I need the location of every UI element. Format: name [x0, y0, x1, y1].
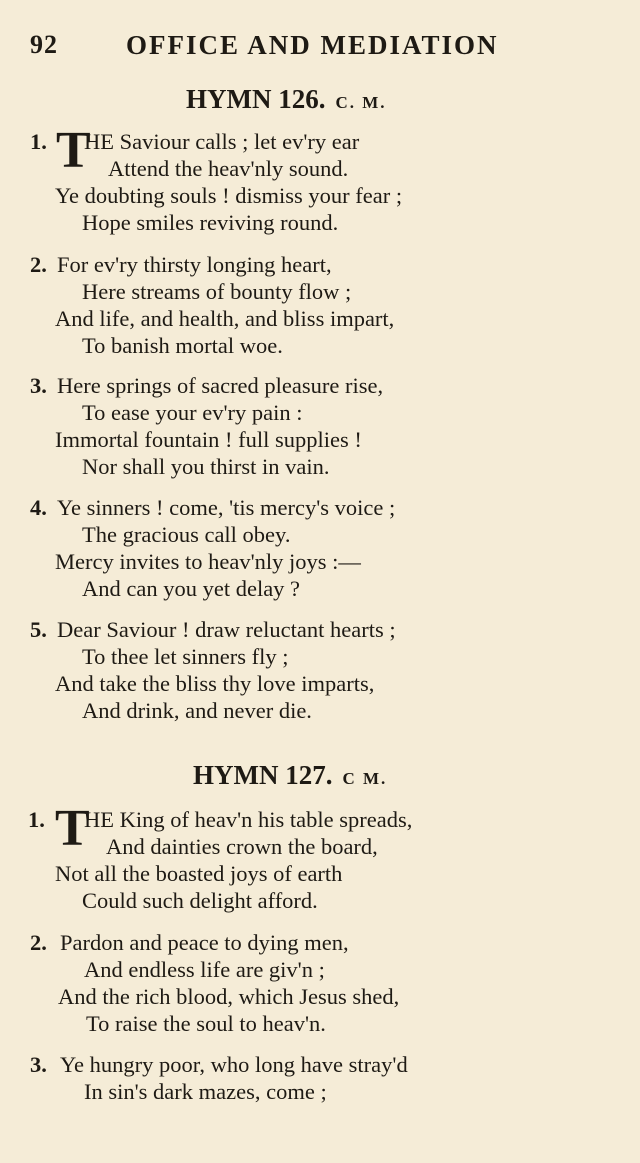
hymn-title	[193, 760, 387, 791]
verse-line: To ease your ev'ry pain :	[82, 400, 303, 425]
verse-line: To banish mortal woe.	[82, 333, 283, 358]
stanza-number: 5.	[30, 617, 47, 642]
verse-line: Here streams of bounty flow ;	[82, 279, 352, 304]
stanza-number: 3.	[30, 373, 47, 398]
verse-line: Mercy invites to heav'nly joys :—	[55, 549, 361, 574]
hymn-title	[186, 84, 387, 115]
verse-line: HE Saviour calls ; let ev'ry ear	[84, 129, 360, 154]
verse-line: For ev'ry thirsty longing heart,	[57, 252, 332, 277]
verse-line: Ye doubting souls ! dismiss your fear ;	[55, 183, 403, 208]
verse-line: Nor shall you thirst in vain.	[82, 454, 330, 479]
verse-line: And dainties crown the board,	[106, 834, 378, 859]
verse-line: HE King of heav'n his table spreads,	[84, 807, 413, 832]
running-title: OFFICE AND MEDIATION	[126, 30, 499, 60]
verse-line: Hope smiles reviving round.	[82, 210, 339, 235]
page-number: 92	[30, 30, 58, 59]
verse-line: Attend the heav'nly sound.	[108, 156, 349, 181]
stanza-number: 3.	[30, 1052, 47, 1077]
page-header	[30, 30, 510, 66]
verse-line: Ye sinners ! come, 'tis mercy's voice ;	[57, 495, 396, 520]
stanza-number: 1.	[30, 129, 47, 154]
verse-line: Immortal fountain ! full supplies !	[55, 427, 362, 452]
verse-line: In sin's dark mazes, come ;	[84, 1079, 327, 1104]
hymn-meter: C M.	[342, 769, 388, 788]
verse-line: To thee let sinners fly ;	[82, 644, 289, 669]
drop-cap: T	[56, 122, 91, 179]
verse-line: And drink, and never die.	[82, 698, 312, 723]
stanza-number: 1.	[28, 807, 45, 832]
verse-line: Ye hungry poor, who long have stray'd	[60, 1052, 408, 1077]
hymn-number: HYMN 126.	[186, 84, 326, 114]
stanza-number: 2.	[30, 930, 47, 955]
verse-line: Here springs of sacred pleasure rise,	[57, 373, 384, 398]
stanza-number: 4.	[30, 495, 47, 520]
verse-line: To raise the soul to heav'n.	[86, 1011, 326, 1036]
drop-cap: T	[55, 800, 90, 857]
verse-line: And endless life are giv'n ;	[84, 957, 325, 982]
verse-line: The gracious call obey.	[82, 522, 291, 547]
verse-line: Pardon and peace to dying men,	[60, 930, 349, 955]
hymn-number: HYMN 127.	[193, 760, 333, 790]
verse-line: Not all the boasted joys of earth	[55, 861, 343, 886]
verse-line: Could such delight afford.	[82, 888, 318, 913]
verse-line: And life, and health, and bliss impart,	[55, 306, 395, 331]
verse-line: And take the bliss thy love imparts,	[55, 671, 375, 696]
verse-line: And the rich blood, which Jesus shed,	[58, 984, 400, 1009]
stanza-number: 2.	[30, 252, 47, 277]
hymn-meter: C. M.	[335, 93, 387, 112]
verse-line: Dear Saviour ! draw reluctant hearts ;	[57, 617, 396, 642]
verse-line: And can you yet delay ?	[82, 576, 301, 601]
